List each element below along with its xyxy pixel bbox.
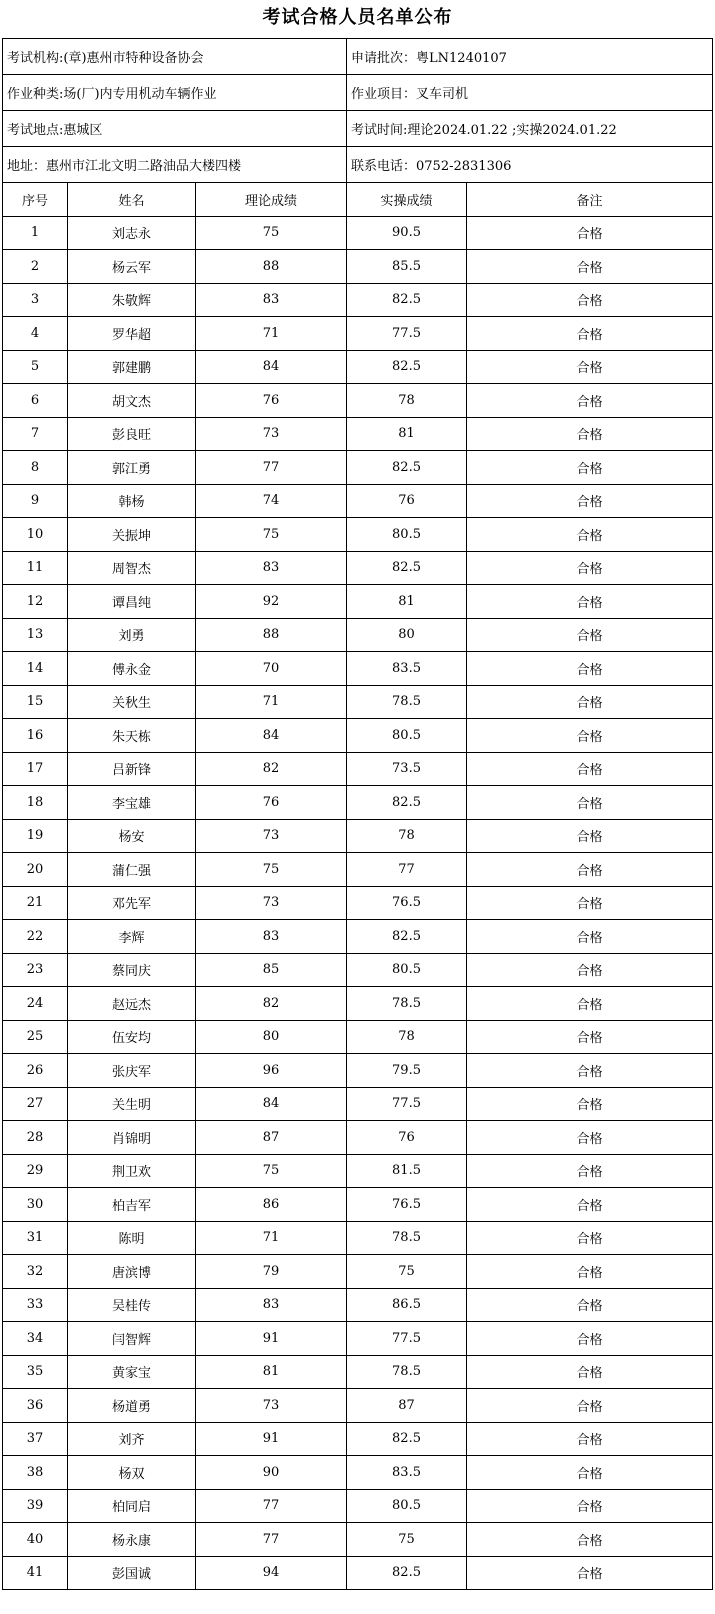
table-row [3, 484, 713, 518]
cell-theory-score: 84 [196, 1087, 347, 1121]
cell-remark: 合格 [467, 953, 713, 987]
table-row [3, 819, 713, 853]
cell-remark: 合格 [467, 384, 713, 418]
cell-index: 26 [3, 1054, 68, 1088]
cell-practical-score: 80.5 [347, 518, 467, 552]
cell-index: 15 [3, 685, 68, 719]
cell-name: 谭昌纯 [68, 585, 196, 619]
cell-remark: 合格 [467, 987, 713, 1021]
cell-practical-score: 81 [347, 585, 467, 619]
cell-index: 16 [3, 719, 68, 753]
cell-practical-score: 90.5 [347, 216, 467, 250]
cell-theory-score: 82 [196, 752, 347, 786]
cell-practical-score: 83.5 [347, 1456, 467, 1490]
cell-practical-score: 82.5 [347, 451, 467, 485]
cell-remark: 合格 [467, 1489, 713, 1523]
cell-remark: 合格 [467, 685, 713, 719]
cell-practical-score: 80 [347, 618, 467, 652]
exam-location: 考试地点:惠城区 [3, 111, 347, 147]
table-row [3, 1556, 713, 1590]
cell-name: 罗华超 [68, 317, 196, 351]
header-name: 姓名 [68, 183, 196, 217]
cell-index: 9 [3, 484, 68, 518]
cell-practical-score: 73.5 [347, 752, 467, 786]
cell-practical-score: 78 [347, 1020, 467, 1054]
cell-practical-score: 82.5 [347, 283, 467, 317]
results-table-body [3, 39, 713, 1590]
cell-remark: 合格 [467, 417, 713, 451]
cell-name: 杨道勇 [68, 1389, 196, 1423]
cell-practical-score: 82.5 [347, 551, 467, 585]
header-practical-score: 实操成绩 [347, 183, 467, 217]
cell-index: 35 [3, 1355, 68, 1389]
cell-theory-score: 73 [196, 819, 347, 853]
table-row [3, 1322, 713, 1356]
cell-index: 24 [3, 987, 68, 1021]
cell-theory-score: 96 [196, 1054, 347, 1088]
cell-name: 唐滨博 [68, 1255, 196, 1289]
cell-practical-score: 80.5 [347, 953, 467, 987]
cell-practical-score: 79.5 [347, 1054, 467, 1088]
cell-practical-score: 77 [347, 853, 467, 887]
table-row [3, 752, 713, 786]
cell-practical-score: 78.5 [347, 1221, 467, 1255]
info-row-organization [3, 39, 713, 75]
cell-practical-score: 77.5 [347, 317, 467, 351]
cell-name: 傅永金 [68, 652, 196, 686]
cell-index: 28 [3, 1121, 68, 1155]
results-table [2, 38, 713, 1590]
cell-name: 邓先军 [68, 886, 196, 920]
table-row [3, 1355, 713, 1389]
cell-name: 闫智辉 [68, 1322, 196, 1356]
cell-practical-score: 86.5 [347, 1288, 467, 1322]
cell-theory-score: 90 [196, 1456, 347, 1490]
table-row [3, 283, 713, 317]
cell-theory-score: 75 [196, 518, 347, 552]
cell-remark: 合格 [467, 250, 713, 284]
cell-theory-score: 83 [196, 283, 347, 317]
address: 地址：惠州市江北文明二路油品大楼四楼 [3, 147, 347, 183]
cell-theory-score: 83 [196, 551, 347, 585]
cell-practical-score: 82.5 [347, 1556, 467, 1590]
table-row [3, 1422, 713, 1456]
table-row [3, 250, 713, 284]
cell-index: 37 [3, 1422, 68, 1456]
info-row-address [3, 147, 713, 183]
table-row [3, 953, 713, 987]
cell-index: 39 [3, 1489, 68, 1523]
table-row [3, 585, 713, 619]
cell-name: 周智杰 [68, 551, 196, 585]
cell-practical-score: 81.5 [347, 1154, 467, 1188]
cell-name: 柏吉军 [68, 1188, 196, 1222]
header-remark: 备注 [467, 183, 713, 217]
cell-remark: 合格 [467, 1288, 713, 1322]
info-row-work [3, 75, 713, 111]
cell-practical-score: 76.5 [347, 1188, 467, 1222]
cell-index: 38 [3, 1456, 68, 1490]
cell-remark: 合格 [467, 1322, 713, 1356]
cell-remark: 合格 [467, 1523, 713, 1557]
table-row [3, 1020, 713, 1054]
cell-practical-score: 76.5 [347, 886, 467, 920]
cell-index: 6 [3, 384, 68, 418]
cell-index: 3 [3, 283, 68, 317]
table-row [3, 987, 713, 1021]
work-item: 作业项目：叉车司机 [347, 75, 713, 111]
cell-remark: 合格 [467, 886, 713, 920]
cell-practical-score: 78 [347, 819, 467, 853]
cell-practical-score: 80.5 [347, 719, 467, 753]
cell-index: 11 [3, 551, 68, 585]
cell-index: 12 [3, 585, 68, 619]
cell-index: 14 [3, 652, 68, 686]
table-row [3, 685, 713, 719]
cell-name: 朱敬辉 [68, 283, 196, 317]
table-row [3, 853, 713, 887]
cell-remark: 合格 [467, 1255, 713, 1289]
cell-name: 蒲仁强 [68, 853, 196, 887]
cell-index: 2 [3, 250, 68, 284]
cell-practical-score: 78.5 [347, 1355, 467, 1389]
cell-theory-score: 84 [196, 719, 347, 753]
cell-remark: 合格 [467, 484, 713, 518]
cell-theory-score: 88 [196, 618, 347, 652]
cell-theory-score: 73 [196, 886, 347, 920]
cell-remark: 合格 [467, 786, 713, 820]
cell-index: 21 [3, 886, 68, 920]
table-row [3, 518, 713, 552]
cell-index: 10 [3, 518, 68, 552]
cell-practical-score: 76 [347, 1121, 467, 1155]
cell-name: 朱天栋 [68, 719, 196, 753]
cell-name: 伍安均 [68, 1020, 196, 1054]
cell-index: 40 [3, 1523, 68, 1557]
cell-practical-score: 82.5 [347, 350, 467, 384]
cell-name: 吴桂传 [68, 1288, 196, 1322]
cell-theory-score: 71 [196, 1221, 347, 1255]
cell-theory-score: 91 [196, 1422, 347, 1456]
cell-theory-score: 80 [196, 1020, 347, 1054]
cell-index: 23 [3, 953, 68, 987]
table-row [3, 1221, 713, 1255]
table-row [3, 786, 713, 820]
cell-theory-score: 85 [196, 953, 347, 987]
cell-index: 7 [3, 417, 68, 451]
cell-index: 33 [3, 1288, 68, 1322]
cell-remark: 合格 [467, 1188, 713, 1222]
cell-name: 杨双 [68, 1456, 196, 1490]
cell-practical-score: 82.5 [347, 920, 467, 954]
table-row [3, 1288, 713, 1322]
cell-remark: 合格 [467, 1556, 713, 1590]
cell-theory-score: 83 [196, 1288, 347, 1322]
cell-theory-score: 92 [196, 585, 347, 619]
table-row [3, 384, 713, 418]
cell-remark: 合格 [467, 618, 713, 652]
cell-remark: 合格 [467, 1422, 713, 1456]
cell-practical-score: 77.5 [347, 1087, 467, 1121]
cell-practical-score: 82.5 [347, 786, 467, 820]
cell-theory-score: 73 [196, 417, 347, 451]
cell-name: 刘志永 [68, 216, 196, 250]
table-row [3, 1389, 713, 1423]
cell-index: 5 [3, 350, 68, 384]
cell-index: 27 [3, 1087, 68, 1121]
cell-name: 彭良旺 [68, 417, 196, 451]
cell-remark: 合格 [467, 1154, 713, 1188]
cell-name: 胡文杰 [68, 384, 196, 418]
cell-practical-score: 76 [347, 484, 467, 518]
cell-index: 19 [3, 819, 68, 853]
cell-remark: 合格 [467, 551, 713, 585]
cell-theory-score: 83 [196, 920, 347, 954]
cell-remark: 合格 [467, 853, 713, 887]
cell-theory-score: 75 [196, 1154, 347, 1188]
cell-name: 韩杨 [68, 484, 196, 518]
table-row [3, 551, 713, 585]
table-row [3, 618, 713, 652]
cell-remark: 合格 [467, 283, 713, 317]
cell-remark: 合格 [467, 752, 713, 786]
table-row [3, 1054, 713, 1088]
table-row [3, 1456, 713, 1490]
cell-name: 关生明 [68, 1087, 196, 1121]
cell-theory-score: 76 [196, 384, 347, 418]
cell-remark: 合格 [467, 1020, 713, 1054]
cell-name: 赵远杰 [68, 987, 196, 1021]
cell-name: 黄家宝 [68, 1355, 196, 1389]
cell-practical-score: 78.5 [347, 685, 467, 719]
cell-practical-score: 78.5 [347, 987, 467, 1021]
cell-name: 肖锦明 [68, 1121, 196, 1155]
cell-theory-score: 75 [196, 216, 347, 250]
cell-name: 李宝雄 [68, 786, 196, 820]
cell-theory-score: 73 [196, 1389, 347, 1423]
cell-remark: 合格 [467, 920, 713, 954]
cell-theory-score: 86 [196, 1188, 347, 1222]
cell-name: 关秋生 [68, 685, 196, 719]
table-row [3, 1154, 713, 1188]
cell-index: 25 [3, 1020, 68, 1054]
cell-name: 郭建鹏 [68, 350, 196, 384]
cell-theory-score: 70 [196, 652, 347, 686]
table-row [3, 350, 713, 384]
cell-practical-score: 78 [347, 384, 467, 418]
cell-name: 张庆军 [68, 1054, 196, 1088]
cell-remark: 合格 [467, 518, 713, 552]
cell-name: 刘勇 [68, 618, 196, 652]
cell-practical-score: 87 [347, 1389, 467, 1423]
cell-index: 22 [3, 920, 68, 954]
cell-theory-score: 77 [196, 1523, 347, 1557]
cell-theory-score: 77 [196, 451, 347, 485]
cell-theory-score: 94 [196, 1556, 347, 1590]
cell-name: 杨云军 [68, 250, 196, 284]
cell-remark: 合格 [467, 1121, 713, 1155]
cell-remark: 合格 [467, 1054, 713, 1088]
cell-index: 32 [3, 1255, 68, 1289]
cell-theory-score: 79 [196, 1255, 347, 1289]
cell-practical-score: 75 [347, 1523, 467, 1557]
table-header-row [3, 183, 713, 217]
exam-time: 考试时间:理论2024.01.22 ;实操2024.01.22 [347, 111, 713, 147]
cell-remark: 合格 [467, 317, 713, 351]
page-title: 考试合格人员名单公布 [262, 7, 453, 28]
cell-remark: 合格 [467, 1355, 713, 1389]
cell-theory-score: 77 [196, 1489, 347, 1523]
cell-theory-score: 88 [196, 250, 347, 284]
cell-name: 刘齐 [68, 1422, 196, 1456]
cell-practical-score: 77.5 [347, 1322, 467, 1356]
cell-remark: 合格 [467, 1221, 713, 1255]
table-row [3, 1087, 713, 1121]
table-row [3, 886, 713, 920]
exam-organization: 考试机构:(章)惠州市特种设备协会 [3, 39, 347, 75]
table-row [3, 451, 713, 485]
table-row [3, 1523, 713, 1557]
header-index: 序号 [3, 183, 68, 217]
cell-theory-score: 71 [196, 317, 347, 351]
contact-phone: 联系电话：0752-2831306 [347, 147, 713, 183]
cell-remark: 合格 [467, 1087, 713, 1121]
cell-index: 36 [3, 1389, 68, 1423]
table-row [3, 719, 713, 753]
cell-index: 29 [3, 1154, 68, 1188]
cell-remark: 合格 [467, 652, 713, 686]
cell-remark: 合格 [467, 451, 713, 485]
cell-name: 杨永康 [68, 1523, 196, 1557]
cell-index: 30 [3, 1188, 68, 1222]
table-row [3, 920, 713, 954]
cell-name: 荆卫欢 [68, 1154, 196, 1188]
table-row [3, 216, 713, 250]
cell-theory-score: 74 [196, 484, 347, 518]
cell-name: 陈明 [68, 1221, 196, 1255]
cell-index: 17 [3, 752, 68, 786]
cell-name: 李辉 [68, 920, 196, 954]
table-row [3, 1121, 713, 1155]
cell-name: 吕新锋 [68, 752, 196, 786]
cell-index: 41 [3, 1556, 68, 1590]
cell-index: 34 [3, 1322, 68, 1356]
cell-index: 13 [3, 618, 68, 652]
cell-remark: 合格 [467, 350, 713, 384]
work-type: 作业种类:场(厂)内专用机动车辆作业 [3, 75, 347, 111]
cell-theory-score: 91 [196, 1322, 347, 1356]
cell-theory-score: 75 [196, 853, 347, 887]
application-batch: 申请批次：粤LN1240107 [347, 39, 713, 75]
cell-practical-score: 81 [347, 417, 467, 451]
cell-index: 18 [3, 786, 68, 820]
cell-remark: 合格 [467, 819, 713, 853]
table-row [3, 1489, 713, 1523]
cell-name: 杨安 [68, 819, 196, 853]
cell-name: 柏同启 [68, 1489, 196, 1523]
cell-name: 彭国诚 [68, 1556, 196, 1590]
cell-remark: 合格 [467, 1389, 713, 1423]
table-row [3, 1188, 713, 1222]
header-theory-score: 理论成绩 [196, 183, 347, 217]
cell-index: 4 [3, 317, 68, 351]
info-row-location [3, 111, 713, 147]
cell-practical-score: 75 [347, 1255, 467, 1289]
cell-index: 8 [3, 451, 68, 485]
cell-theory-score: 82 [196, 987, 347, 1021]
cell-remark: 合格 [467, 1456, 713, 1490]
cell-remark: 合格 [467, 585, 713, 619]
cell-index: 20 [3, 853, 68, 887]
cell-theory-score: 76 [196, 786, 347, 820]
table-row [3, 652, 713, 686]
cell-practical-score: 83.5 [347, 652, 467, 686]
cell-name: 关振坤 [68, 518, 196, 552]
cell-remark: 合格 [467, 719, 713, 753]
cell-index: 1 [3, 216, 68, 250]
cell-theory-score: 87 [196, 1121, 347, 1155]
table-row [3, 417, 713, 451]
cell-name: 郭江勇 [68, 451, 196, 485]
table-row [3, 1255, 713, 1289]
cell-remark: 合格 [467, 216, 713, 250]
cell-theory-score: 81 [196, 1355, 347, 1389]
cell-theory-score: 84 [196, 350, 347, 384]
cell-practical-score: 80.5 [347, 1489, 467, 1523]
cell-theory-score: 71 [196, 685, 347, 719]
cell-name: 蔡同庆 [68, 953, 196, 987]
cell-index: 31 [3, 1221, 68, 1255]
cell-practical-score: 82.5 [347, 1422, 467, 1456]
cell-practical-score: 85.5 [347, 250, 467, 284]
table-row [3, 317, 713, 351]
